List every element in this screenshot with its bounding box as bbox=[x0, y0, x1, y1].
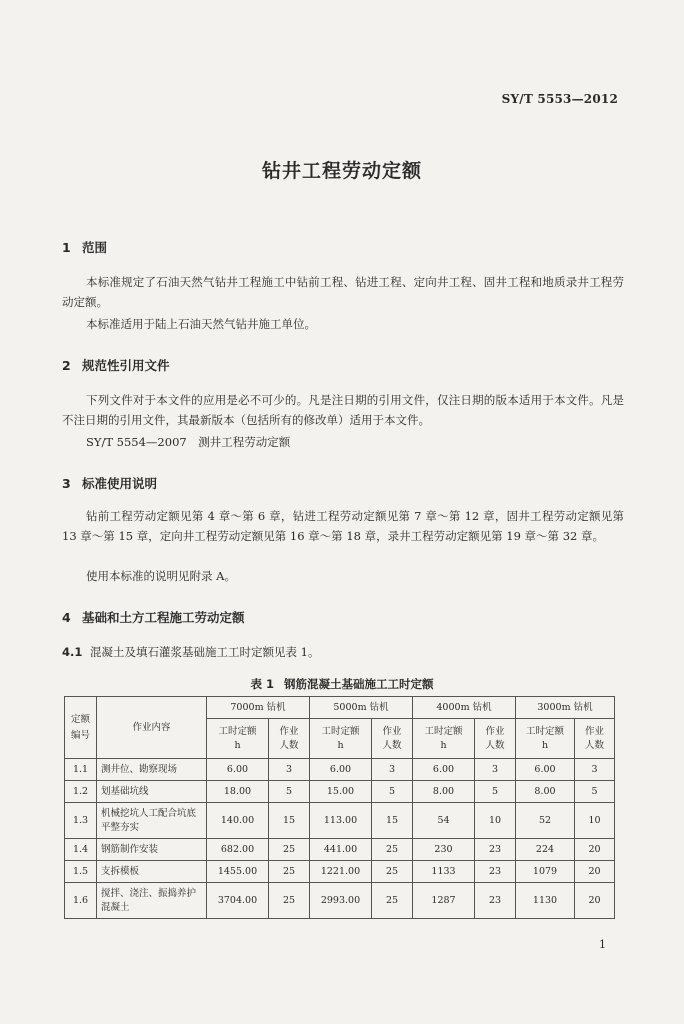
cell-hours: 2993.00 bbox=[310, 883, 372, 919]
section-3-paragraph-1: 钻前工程劳动定额见第 4 章～第 6 章，钻进工程劳动定额见第 7 章～第 12 章，固井工程劳动定额见第 13 章～第 15 章，定向井工程劳动定额见第 16 章～第 18 章，录井工程劳动定额见第 19 章～第 32 章。 bbox=[62, 509, 624, 543]
table-caption-text: 钢筋混凝土基础施工工时定额 bbox=[284, 677, 434, 691]
cell-people: 25 bbox=[269, 883, 310, 919]
cell-hours: 230 bbox=[413, 839, 475, 861]
cell-people: 10 bbox=[575, 803, 615, 839]
cell-people: 20 bbox=[575, 861, 615, 883]
header-rig-7000: 7000m 钻机 bbox=[207, 697, 310, 719]
subheader-people-label: 作业 bbox=[279, 725, 299, 737]
section-2-heading bbox=[62, 356, 170, 374]
standard-number: SY/T 5553—2012 bbox=[501, 92, 618, 106]
row-id: 1.6 bbox=[65, 883, 97, 919]
subheader-people bbox=[269, 719, 310, 759]
cell-people: 5 bbox=[372, 781, 413, 803]
section-3-paragraph-2: 使用本标准的说明见附录 A。 bbox=[86, 569, 236, 583]
section-title: 范围 bbox=[82, 240, 108, 255]
subheader-hours-label: 工时定额 bbox=[424, 725, 463, 737]
cell-people: 25 bbox=[372, 839, 413, 861]
cell-hours: 6.00 bbox=[310, 759, 372, 781]
section-1-paragraph-2: 本标准适用于陆上石油天然气钻井施工单位。 bbox=[86, 317, 316, 331]
subheader-hours-unit: h bbox=[541, 739, 549, 751]
cell-people: 15 bbox=[269, 803, 310, 839]
cell-hours: 1079 bbox=[516, 861, 575, 883]
row-content: 测井位、勘察现场 bbox=[97, 759, 207, 781]
subheader-hours bbox=[413, 719, 475, 759]
row-id: 1.3 bbox=[65, 803, 97, 839]
section-3-heading bbox=[62, 474, 157, 492]
table-row bbox=[65, 781, 615, 803]
section-title: 基础和土方工程施工劳动定额 bbox=[82, 610, 245, 625]
cell-hours: 6.00 bbox=[413, 759, 475, 781]
cell-people: 20 bbox=[575, 839, 615, 861]
cell-people: 3 bbox=[372, 759, 413, 781]
cell-hours: 18.00 bbox=[207, 781, 269, 803]
subheader-hours-label: 工时定额 bbox=[218, 725, 257, 737]
subheader-hours-unit: h bbox=[234, 739, 241, 751]
cell-hours: 6.00 bbox=[207, 759, 269, 781]
subheader-people bbox=[475, 719, 516, 759]
cell-hours: 6.00 bbox=[516, 759, 575, 781]
document-title: 钻井工程劳动定额 bbox=[261, 160, 422, 182]
cell-people: 25 bbox=[269, 861, 310, 883]
subheader-hours-unit: h bbox=[440, 739, 447, 751]
section-title: 标准使用说明 bbox=[82, 476, 158, 491]
cell-hours: 682.00 bbox=[207, 839, 269, 861]
section-number: 4 bbox=[62, 610, 71, 625]
cell-hours: 8.00 bbox=[516, 781, 575, 803]
row-id: 1.4 bbox=[65, 839, 97, 861]
table-row bbox=[65, 803, 615, 839]
subsection-number: 4.1 bbox=[62, 645, 83, 659]
labor-quota-table bbox=[64, 696, 615, 919]
cell-people: 20 bbox=[575, 883, 615, 919]
section-number: 3 bbox=[62, 476, 71, 491]
subheader-people-unit: 人数 bbox=[584, 739, 604, 751]
cell-people: 23 bbox=[475, 839, 516, 861]
row-content: 划基础坑线 bbox=[97, 781, 207, 803]
cell-people: 15 bbox=[372, 803, 413, 839]
cell-hours: 3704.00 bbox=[207, 883, 269, 919]
cell-people: 23 bbox=[475, 861, 516, 883]
row-content: 搅拌、浇注、振捣养护混凝土 bbox=[97, 883, 207, 919]
table-body bbox=[65, 759, 615, 919]
cell-people: 5 bbox=[575, 781, 615, 803]
section-number: 2 bbox=[62, 358, 71, 373]
cell-hours: 54 bbox=[413, 803, 475, 839]
cell-people: 25 bbox=[372, 883, 413, 919]
subheader-hours bbox=[516, 719, 575, 759]
cell-hours: 1287 bbox=[413, 883, 475, 919]
cell-hours: 8.00 bbox=[413, 781, 475, 803]
cell-people: 3 bbox=[269, 759, 310, 781]
cell-people: 25 bbox=[269, 839, 310, 861]
cell-hours: 441.00 bbox=[310, 839, 372, 861]
row-content: 钢筋制作安装 bbox=[97, 839, 207, 861]
cell-hours: 113.00 bbox=[310, 803, 372, 839]
subheader-people-unit: 人数 bbox=[279, 739, 299, 751]
cell-hours: 1130 bbox=[516, 883, 575, 919]
table-caption bbox=[0, 676, 684, 692]
normative-reference: SY/T 5554—2007 测井工程劳动定额 bbox=[86, 435, 291, 449]
table-label: 表 1 bbox=[250, 677, 274, 691]
subheader-people-label: 作业 bbox=[382, 725, 402, 737]
section-4-heading bbox=[62, 608, 245, 626]
header-id bbox=[65, 697, 97, 759]
cell-hours: 52 bbox=[516, 803, 575, 839]
subheader-people bbox=[372, 719, 413, 759]
table-row bbox=[65, 883, 615, 919]
section-number: 1 bbox=[62, 240, 71, 255]
header-content: 作业内容 bbox=[97, 697, 207, 759]
subheader-hours bbox=[207, 719, 269, 759]
header-id-text: 定额编号 bbox=[70, 713, 90, 741]
cell-hours: 1221.00 bbox=[310, 861, 372, 883]
table-header-row bbox=[65, 697, 615, 719]
subheader-people-unit: 人数 bbox=[485, 739, 505, 751]
subheader-people-label: 作业 bbox=[584, 725, 604, 737]
section-1-heading bbox=[62, 238, 107, 256]
cell-hours: 1455.00 bbox=[207, 861, 269, 883]
cell-people: 10 bbox=[475, 803, 516, 839]
cell-people: 5 bbox=[269, 781, 310, 803]
cell-people: 3 bbox=[575, 759, 615, 781]
row-id: 1.5 bbox=[65, 861, 97, 883]
subheader-people-label: 作业 bbox=[485, 725, 505, 737]
row-id: 1.1 bbox=[65, 759, 97, 781]
subheader-people-unit: 人数 bbox=[382, 739, 402, 751]
subheader-hours bbox=[310, 719, 372, 759]
cell-people: 5 bbox=[475, 781, 516, 803]
subsection-text: 混凝土及填石灌浆基础施工工时定额见表 1。 bbox=[90, 645, 320, 659]
section-2-paragraph-1: 下列文件对于本文件的应用是必不可少的。凡是注日期的引用文件，仅注日期的版本适用于本文件。凡是不注日期的引用文件，其最新版本（包括所有的修改单）适用于本文件。 bbox=[62, 393, 624, 427]
table-row bbox=[65, 839, 615, 861]
cell-people: 3 bbox=[475, 759, 516, 781]
header-rig-5000: 5000m 钻机 bbox=[310, 697, 413, 719]
cell-hours: 1133 bbox=[413, 861, 475, 883]
row-id: 1.2 bbox=[65, 781, 97, 803]
header-rig-4000: 4000m 钻机 bbox=[413, 697, 516, 719]
page-number: 1 bbox=[599, 938, 606, 951]
cell-people: 23 bbox=[475, 883, 516, 919]
subheader-people bbox=[575, 719, 615, 759]
cell-hours: 224 bbox=[516, 839, 575, 861]
header-rig-3000: 3000m 钻机 bbox=[516, 697, 615, 719]
subheader-hours-unit: h bbox=[337, 739, 344, 751]
cell-people: 25 bbox=[372, 861, 413, 883]
table-row bbox=[65, 759, 615, 781]
row-content: 机械挖坑人工配合坑底平整夯实 bbox=[97, 803, 207, 839]
section-title: 规范性引用文件 bbox=[82, 358, 170, 373]
row-content: 支拆模板 bbox=[97, 861, 207, 883]
section-1-paragraph-1: 本标准规定了石油天然气钻井工程施工中钻前工程、钻进工程、定向井工程、固井工程和地质录井工程劳动定额。 bbox=[62, 275, 624, 309]
cell-hours: 140.00 bbox=[207, 803, 269, 839]
cell-hours: 15.00 bbox=[310, 781, 372, 803]
subheader-hours-label: 工时定额 bbox=[525, 725, 564, 737]
subheader-hours-label: 工时定额 bbox=[321, 725, 360, 737]
table-row bbox=[65, 861, 615, 883]
subsection-4-1 bbox=[62, 644, 624, 660]
